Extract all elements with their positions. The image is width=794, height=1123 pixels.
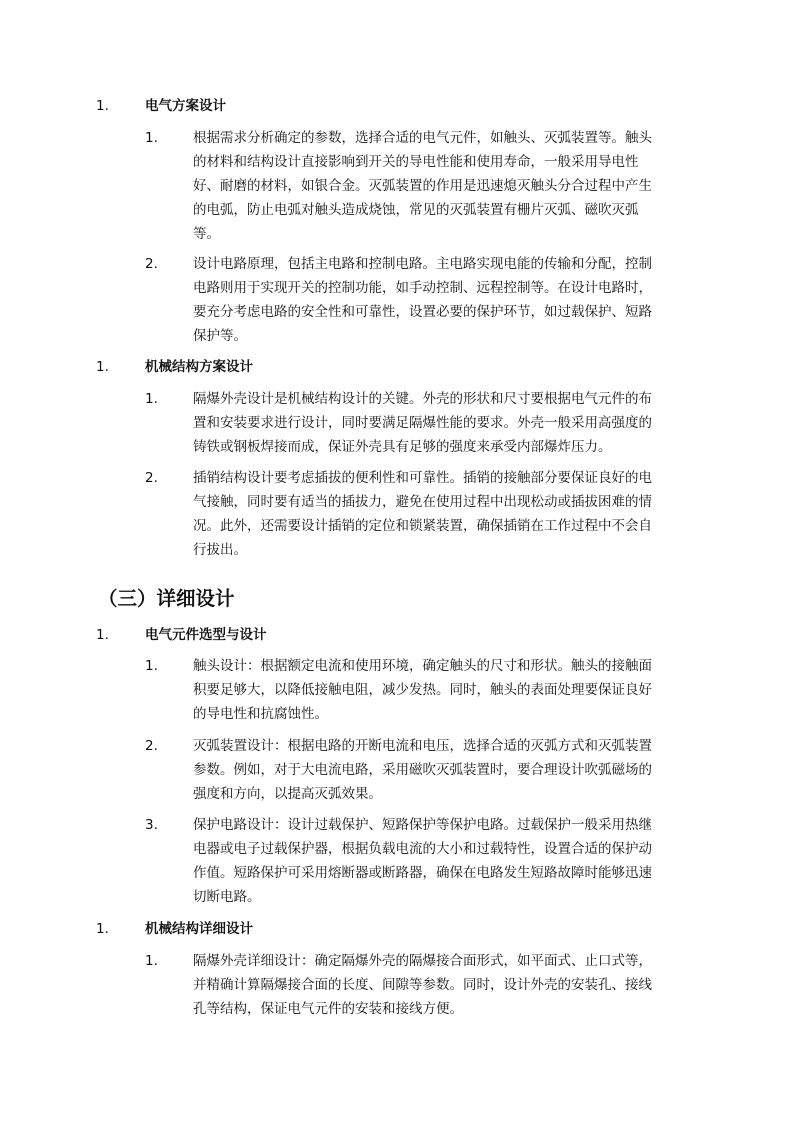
item-number: 2.	[145, 256, 158, 272]
section-title: 电气元件选型与设计	[145, 627, 267, 643]
item-number: 2.	[145, 470, 158, 486]
section-title: 机械结构方案设计	[145, 359, 253, 375]
item-number: 2.	[145, 738, 158, 754]
item-text	[193, 813, 698, 909]
text-line: 等。	[193, 226, 220, 242]
text-line: 强度和方向，以提高灭弧效果。	[193, 786, 382, 802]
text-line: 保护等。	[193, 328, 247, 344]
text-line: 隔爆外壳详细设计：确定隔爆外壳的隔爆接合面形式，如平面式、止口式等，	[193, 953, 652, 969]
item-text	[193, 949, 698, 1021]
text-line: 保护电路设计：设计过载保护、短路保护等保护电路。过载保护一般采用热继	[193, 817, 652, 833]
item-text	[193, 252, 698, 348]
section-number: 1.	[96, 98, 109, 114]
text-line: 并精确计算隔爆接合面的长度、间隙等参数。同时，设计外壳的安装孔、接线	[193, 977, 652, 993]
text-line: 电器或电子过载保护器，根据负载电流的大小和过载特性，设置合适的保护动	[193, 841, 652, 857]
text-line: 况。此外，还需要设计插销的定位和锁紧装置，确保插销在工作过程中不会自	[193, 518, 652, 534]
section-number: 1.	[96, 627, 109, 643]
text-line: 行拔出。	[193, 542, 247, 558]
text-line: 灭弧装置设计：根据电路的开断电流和电压，选择合适的灭弧方式和灭弧装置	[193, 738, 652, 754]
text-line: 插销结构设计要考虑插拔的便利性和可靠性。插销的接触部分要保证良好的电	[193, 470, 652, 486]
text-line: 的材料和结构设计直接影响到开关的导电性能和使用寿命，一般采用导电性	[193, 154, 639, 170]
text-line: 气接触，同时要有适当的插拔力，避免在使用过程中出现松动或插拔困难的情	[193, 494, 652, 510]
section-heading: （三）详细设计	[98, 587, 235, 610]
text-line: 切断电路。	[193, 889, 261, 905]
item-number: 3.	[145, 817, 158, 833]
text-line: 铸铁或钢板焊接而成，保证外壳具有足够的强度来承受内部爆炸压力。	[193, 439, 612, 455]
item-number: 1.	[145, 391, 158, 407]
item-text	[193, 387, 698, 459]
text-line: 电路则用于实现开关的控制功能，如手动控制、远程控制等。在设计电路时，	[193, 280, 652, 296]
text-line: 隔爆外壳设计是机械结构设计的关键。外壳的形状和尺寸要根据电气元件的布	[193, 391, 652, 407]
text-line: 的电弧，防止电弧对触头造成烧蚀，常见的灭弧装置有栅片灭弧、磁吹灭弧	[193, 202, 639, 218]
text-line: 的导电性和抗腐蚀性。	[193, 706, 328, 722]
text-line: 好、耐磨的材料，如银合金。灭弧装置的作用是迅速熄灭触头分合过程中产生	[193, 178, 652, 194]
item-number: 1.	[145, 953, 158, 969]
item-text	[193, 126, 698, 246]
text-line: 孔等结构，保证电气元件的安装和接线方便。	[193, 1001, 463, 1017]
text-line: 作值。短路保护可采用熔断器或断路器，确保在电路发生短路故障时能够迅速	[193, 865, 652, 881]
item-number: 1.	[145, 658, 158, 674]
text-line: 触头设计：根据额定电流和使用环境，确定触头的尺寸和形状。触头的接触面	[193, 658, 652, 674]
text-line: 根据需求分析确定的参数，选择合适的电气元件，如触头、灭弧装置等。触头	[193, 130, 652, 146]
section-title: 电气方案设计	[145, 98, 226, 114]
item-text	[193, 654, 698, 726]
section-title: 机械结构详细设计	[145, 921, 253, 937]
section-number: 1.	[96, 359, 109, 375]
text-line: 要充分考虑电路的安全性和可靠性，设置必要的保护环节，如过载保护、短路	[193, 304, 652, 320]
section-number: 1.	[96, 921, 109, 937]
item-text	[193, 734, 698, 806]
text-line: 积要足够大，以降低接触电阻，减少发热。同时，触头的表面处理要保证良好	[193, 682, 652, 698]
text-line: 参数。例如，对于大电流电路，采用磁吹灭弧装置时，要合理设计吹弧磁场的	[193, 762, 652, 778]
item-number: 1.	[145, 130, 158, 146]
item-text	[193, 466, 698, 562]
text-line: 设计电路原理，包括主电路和控制电路。主电路实现电能的传输和分配，控制	[193, 256, 652, 272]
text-line: 置和安装要求进行设计，同时要满足隔爆性能的要求。外壳一般采用高强度的	[193, 415, 652, 431]
